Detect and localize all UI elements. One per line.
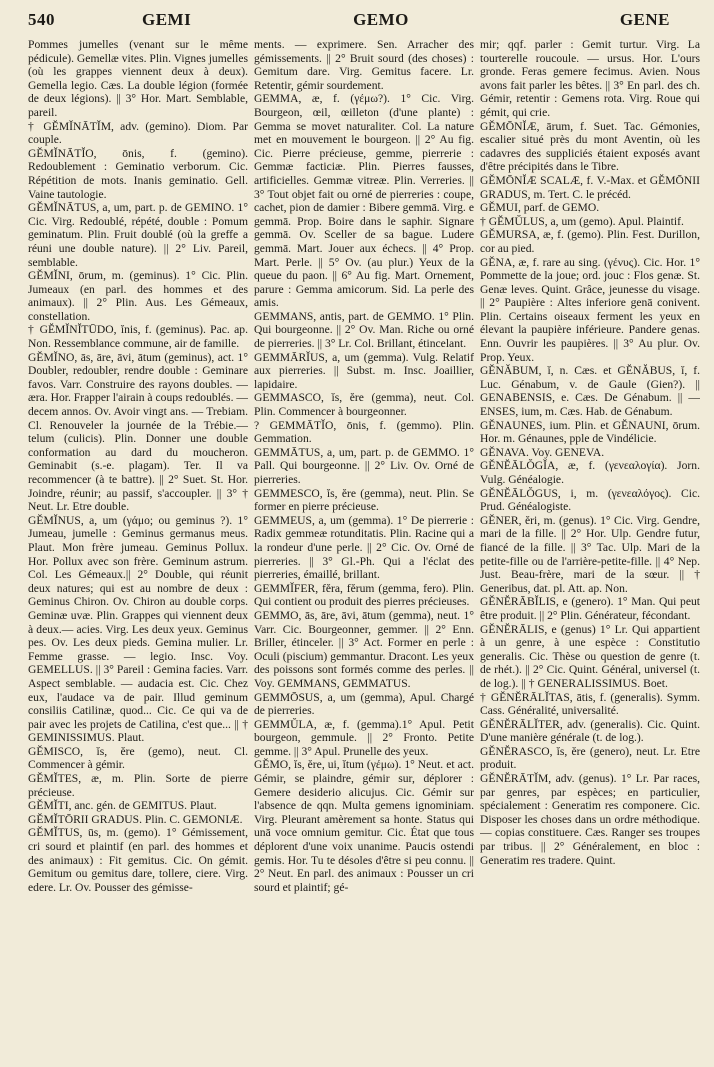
dictionary-entry: GĔNAVA. Voy. GENEVA. (480, 445, 605, 459)
guide-word-center: GEMO (353, 10, 409, 29)
dictionary-entry: GĔMĬNĀTĬO, ōnis, f. (gemino). Redoublement : Geminatio verborum. Cic. Répétition de mots. Inanis geminatio. Gell. Vaine tautologie. (28, 146, 248, 201)
dictionary-entry: GĔMĬNO, ās, āre, āvi, ātum (geminus), act. 1° Doubler, redoubler, rendre double : Geminare favos. Varr. Construire des rayons doubles. — æra. Hor. Frapper l'airain à coups redoublés. — decem annos. Ov. Avoir vingt ans. — Trebiam. Cl. Renouveler la journée de la Trébie.— telum (culicis). Plin. Donner une double conformation au dard du moucheron. Geminabit (s.-e. plagam). Ter. Il va recommencer (à te battre). || 2° Suet. St. Hor. Joindre, réunir; au passif, s'accoupler. || 3° † Neut. Lr. Etre double. (28, 350, 248, 514)
dictionary-entry: GĔMURSA, æ, f. (gemo). Plin. Fest. Durillon, cor au pied. (480, 228, 700, 255)
column-3 (480, 38, 700, 1058)
dictionary-entry: GĔMĬNUS, a, um (γάμο; ou geminus ?). 1° Jumeau, jumelle : Geminus germanus meus. Plaut. Mon frère jumeau. Geminus Pollux. Hor. Pollux avec son frère. Geminum astrum. Col. Les Gémeaux.|| 2° Double, qui réunit deux natures; qui est au nombre de deux : Geminus Chiron. Ov. Chiron au double corps. Geminæ uvæ. Plin. Grappes qui viennent deux à deux.— acies. Virg. Les deux yeux. Geminus pes. Ov. Les deux pieds. Gemina mulier. Lr. Femme grasse. — legio. Insc. Voy. GEMELLUS. || 3° Pareil : Gemina facies. Varr. Aspect semblable. — audacia est. Cic. Chez eux, l'audace va de pair. Illud geminum consiliis Catilinæ, quod... Cic. Ce qui va de pair avec les projets de Catilina, c'est que... || † GEMINISSIMUS. Plaut. (28, 513, 248, 745)
dictionary-entry: mir; qqf. parler : Gemit turtur. Virg. La tourterelle roucoule. — ursus. Hor. L'ours gronde. Feras gemere fecimus. Avien. Nous avons fait parler les bêtes. || 3° En parl. des ch. Gémir, retentir : Gemens rota. Virg. Roue qui gémit, qui crie. (480, 38, 700, 119)
dictionary-entry: GEMMANS, antis, part. de GEMMO. 1° Plin. Qui bourgeonne. || 2° Ov. Man. Riche ou orné de pierreries. || 3° Lr. Col. Brillant, étincelant. (254, 309, 474, 351)
dictionary-entry: GĔNĔĀLŎGĬA, æ, f. (γενεαλογία). Jorn. Vulg. Généalogie. (480, 459, 700, 486)
dictionary-entry: GĔMĬTES, æ, m. Plin. Sorte de pierre précieuse. (28, 772, 248, 799)
dictionary-entry: GĔNĔĀLŎGUS, i, m. (γενεαλόγος). Cic. Prud. Généalogiste. (480, 486, 700, 514)
dictionary-entry: ? GEMMĀTĬO, ōnis, f. (gemmo). Plin. Gemmation. (254, 418, 474, 446)
column-1 (28, 38, 248, 1058)
column-2 (254, 38, 474, 1058)
dictionary-entry: † GĔMĬNĬTŪDO, ĭnis, f. (geminus). Pac. ap. Non. Ressemblance commune, air de famille. (28, 323, 248, 351)
dictionary-entry: GĔNA, æ, f. rare au sing. (γένυς). Cic. Hor. 1° Pommette de la joue; ord. jouc : Flos genæ. St. Genæ leves. Quint. Grâce, jeunesse du visage. || 2° Paupière : Altes inferiore genā conivent. Plin. Certains oiseaux ferment les yeux en élevant la paupière inférieure. Pandere genas. Enn. Ouvrir les paupières. || 3° Au plur. Ov. Prop. Yeux. (480, 255, 700, 364)
dictionary-entry: GEMMŬLA, æ, f. (gemma).1° Apul. Petit bourgeon, gemmule. || 2° Fronto. Petite gemme. || 3° Apul. Prunelle des yeux. (254, 717, 474, 758)
dictionary-entry: GEMMO, ās, āre, āvi, ātum (gemma), neut. 1° Varr. Cic. Bourgeonner, gemmer. || 2° Enn. Briller, étinceler. || 3° Act. Former en perle : Oculi (piscium) gemmantur. Dracont. Les yeux des poissons sont formés comme des perles. || Voy. GEMMANS, GEMMATUS. (254, 608, 474, 690)
dictionary-entry: GĔNĔRĀLĬTER, adv. (generalis). Cic. Quint. D'une manière générale (t. de log.). (480, 717, 700, 745)
dictionary-entry: GĔMĬNI, ōrum, m. (geminus). 1° Cic. Plin. Jumeaux (en parl. des hommes et des animaux). || 2° Plin. Aus. Les Gémeaux, constellation. (28, 269, 248, 323)
dictionary-entry: GĔMŌNĬÆ SCALÆ, f. V.-Max. et GĔMŌNII GRADUS, m. Tert. C. le précéd. (480, 173, 700, 201)
dictionary-entry: † GĔNĔRĀLĬTAS, ātis, f. (generalis). Symm. Cass. Généralité, universalité. (480, 690, 700, 718)
dictionary-entry: GĔMĬTUS, ūs, m. (gemo). 1° Gémissement, cri sourd et plaintif (en parl. des hommes et des animaux) : Fit gemitus. Cic. On gémit. Gemitum ou gemitus dare, tollere, ciere. Virg. edere. Lr. Ov. Pousser des gémisse- (28, 826, 248, 894)
dictionary-entry: GĔMISCO, ĭs, ĕre (gemo), neut. Cl. Commencer à gémir. (28, 744, 248, 772)
guide-word-left: GEMI (142, 10, 192, 29)
dictionary-entry: GĔMŌNĬÆ, ārum, f. Suet. Tac. Gémonies, escalier situé près du mont Aventin, où les cadavres des suppliciés étaient exposés avant d'être précipités dans le Tibre. (480, 119, 700, 174)
dictionary-entry: GĔMĬNĀTUS, a, um, part. p. de GEMINO. 1° Cic. Virg. Redoublé, répété, double : Pomum geminatum. Plin. Fruit doublé (où la greffe a réuni une double nature). || 2° Liv. Pareil, semblable. (28, 201, 248, 269)
dictionary-entry: GEMMĀRĬUS, a, um (gemma). Vulg. Relatif aux pierreries. || Subst. m. Insc. Joaillier, lapidaire. (254, 350, 474, 391)
dictionary-entry: GEMMASCO, ĭs, ĕre (gemma), neut. Col. Plin. Commencer à bourgeonner. (254, 391, 474, 419)
dictionary-entry: GĔMUI, parf. de GEMO. (480, 201, 600, 215)
columns (28, 38, 700, 1058)
dictionary-entry: GĔMO, ĭs, ĕre, ui, ĭtum (γέμω). 1° Neut. et act. Gémir, se plaindre, gémir sur, déplorer : Gemere desiderio alicujus. Cic. Gémir sur l'absence de qqn. Multa gemens ignominiam. Virg. Pleurant amèrement sa honte. Status qui unā voce omnium gemitur. Cic. État que tous déplorent d'une voix unanime. Paucis ostendi gemis. Hor. Tu te désoles d'être si peu connu. || 2° Neut. En parl. des animaux : Pousser un cri sourd et plaintif; gé- (254, 758, 474, 894)
running-header (28, 10, 700, 34)
dictionary-entry: GEMMA, æ, f. (γέμω?). 1° Cic. Virg. Bourgeon, œil, œilleton (d'une plante) : Gemma se movet naturaliter. Col. La nature met en mouvement le bourgeon. || 2° Au fig. Cic. Pierre précieuse, gemme, pierrerie : Gemmæ facticiæ. Plin. Pierres fausses, artificielles. Gemmæ vitreæ. Plin. Verreries. || 3° Tout objet fait ou orné de pierreries : coupe, cachet, pion de damier : Bibere gemmā. Virg. e gemmā. Prop. Boire dans le saphir. Signare gemmā. Ov. Sceller de sa bague. Ludere gemmā. Mart. Jouer aux échecs. || 4° Prop. Mart. Perle. || 5° Ov. (au plur.) Yeux de la queue du paon. || 6° Au fig. Mart. Ornement, parure : Gemma amicorum. Sid. La perle des amis. (254, 92, 474, 310)
dictionary-entry: GEMMŌSUS, a, um (gemma), Apul. Chargé de pierreries. (254, 690, 474, 718)
dictionary-entry: † GĔMŬLUS, a, um (gemo). Apul. Plaintif. (480, 214, 684, 228)
dictionary-entry: GEMMĬFER, fĕra, fĕrum (gemma, fero). Plin. Qui contient ou produit des pierres précieuses. (254, 581, 474, 609)
dictionary-entry: GĔNĔRĀBĬLIS, e (genero). 1° Man. Qui peut être produit. || 2° Plin. Générateur, fécondant. (480, 595, 700, 622)
dictionary-entry: GĔNAUNES, ium. Plin. et GĔNAUNI, ōrum. Hor. m. Génaunes, pple de Vindélicie. (480, 418, 700, 446)
dictionary-entry: GĔNĔRASCO, ĭs, ĕre (genero), neut. Lr. Etre produit. (480, 744, 700, 772)
dictionary-entry: GĔNER, ĕri, m. (genus). 1° Cic. Virg. Gendre, mari de la fille. || 2° Hor. Ulp. Gendre futur, fiancé de la fille. || 3° Tac. Ulp. Mari de la petite-fille ou de l'arrière-petite-fille. || 4° Nep. Just. Beau-frère, mari de la sœur. || † Generibus, dat. pl. Att. ap. Non. (480, 513, 700, 595)
dictionary-entry: ments. — exprimere. Sen. Arracher des gémissements. || 2° Bruit sourd (des choses) : Gemitum dare. Virg. Gemitus facere. Lr. Retentir, gémir sourdement. (254, 38, 474, 92)
dictionary-entry: GĔMĬTŌRII GRADUS. Plin. C. GEMONIÆ. (28, 812, 243, 826)
dictionary-entry: GĔNĂBUM, ĭ, n. Cæs. et GĔNĂBUS, ĭ, f. Luc. Génabum, v. de Gaule (Gien?). || GENABENSIS, e. Cæs. De Génabum. || — ENSES, ium, m. Cæs. Hab. de Génabum. (480, 364, 700, 419)
dictionary-entry: GEMMEUS, a, um (gemma). 1° De pierrerie : Radix gemmeæ rotunditatis. Plin. Racine qui a la rondeur d'une perle. || 2° Cic. Ov. Orné de pierreries. || 3° Gl.-Ph. Qui a l'éclat des pierreries, émaillé, brillant. (254, 513, 474, 582)
dictionary-entry: GĔMĬTI, anc. gén. de GEMITUS. Plaut. (28, 799, 217, 813)
dictionary-entry: GEMMĀTUS, a, um, part. p. de GEMMO. 1° Pall. Qui bourgeonne. || 2° Liv. Ov. Orné de pierreries. (254, 445, 474, 486)
dictionary-entry: GĔNĔRĀLIS, e (genus) 1° Lr. Qui appartient à un genre, à une espèce : Constitutio generalis. Cic. Thèse ou question de genre (t. de rhét.). || 2° Cic. Quint. Général, universel (t. de log.). || † GENERALISSIMUS. Boet. (480, 622, 700, 690)
page-number: 540 (28, 10, 55, 29)
dictionary-entry: Pommes jumelles (venant sur le même pédicule). Gemellæ vites. Plin. Vignes jumelles (où les grappes viennent deux à deux). Gemella legio. Cæs. La double légion (formée de deux légions). || 3° Hor. Mart. Semblable, pareil. (28, 38, 248, 119)
guide-word-right: GENE (619, 10, 670, 29)
dictionary-entry: GEMMESCO, ĭs, ĕre (gemma), neut. Plin. Se former en pierre précieuse. (254, 486, 474, 514)
dictionary-entry: GĔNĔRĀTĬM, adv. (genus). 1° Lr. Par races, par genres, par espèces; en particulier, spécialement : Generatim res componere. Cic. Disposer les choses dans un ordre méthodique. — copias constituere. Cæs. Ranger ses troupes par tribus. || 2° Généralement, en bloc : Generatim res tradere. Quint. (480, 772, 700, 867)
dictionary-entry: † GĔMĬNĀTĬM, adv. (gemino). Diom. Par couple. (28, 119, 248, 147)
